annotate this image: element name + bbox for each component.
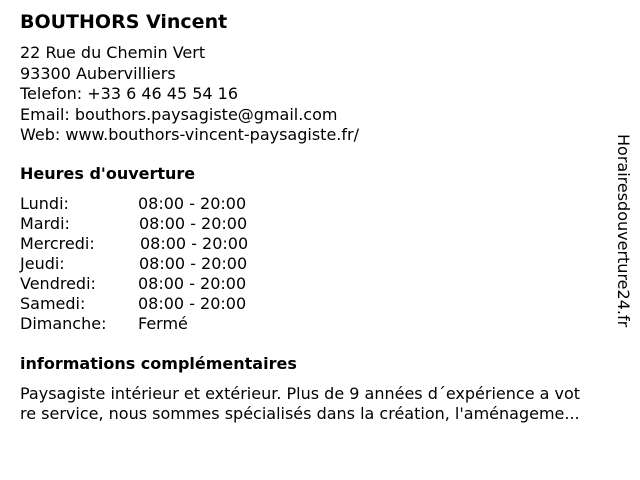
watermark-text: Horairesdouverture24.fr (614, 134, 633, 328)
address-street: 22 Rue du Chemin Vert (20, 43, 206, 62)
hours-row-friday (20, 274, 320, 294)
day-label: Samedi: (20, 294, 86, 313)
opening-hours-heading: Heures d'ouverture (20, 164, 196, 183)
opening-hours-list (20, 194, 320, 334)
day-label: Vendredi: (20, 274, 96, 293)
contact-block (20, 43, 359, 146)
address-city: 93300 Aubervilliers (20, 63, 176, 83)
hours-row-sunday (20, 314, 320, 334)
hours-row-saturday (20, 294, 320, 314)
hours-row-monday (20, 194, 320, 214)
hours-row-wednesday (20, 234, 320, 254)
time-value: 08:00 - 20:00 (140, 234, 249, 253)
time-value: 08:00 - 20:00 (138, 294, 247, 313)
description-line: re service, nous sommes spécialisés dans la création, l'aménageme... (20, 404, 580, 423)
time-value: Fermé (138, 314, 188, 333)
email-address[interactable]: Email: bouthors.paysagiste@gmail.com (20, 104, 338, 124)
hours-row-tuesday (20, 214, 320, 234)
day-label: Mercredi: (20, 234, 95, 253)
day-label: Dimanche: (20, 314, 107, 333)
description-line: Paysagiste intérieur et extérieur. Plus de 9 années d´expérience a vot (20, 384, 581, 403)
additional-info-heading: informations complémentaires (20, 354, 297, 373)
website-link[interactable]: Web: www.bouthors-vincent-paysagiste.fr/ (20, 125, 359, 144)
phone-number[interactable]: Telefon: +33 6 46 45 54 16 (20, 84, 239, 103)
time-value: 08:00 - 20:00 (138, 274, 247, 293)
business-name: BOUTHORS Vincent (20, 11, 228, 33)
site-watermark (612, 134, 634, 374)
day-label: Jeudi: (20, 254, 65, 273)
day-label: Lundi: (20, 194, 69, 213)
day-label: Mardi: (20, 214, 70, 233)
hours-row-thursday (20, 254, 320, 274)
business-description (20, 384, 628, 424)
time-value: 08:00 - 20:00 (139, 254, 248, 273)
time-value: 08:00 - 20:00 (139, 214, 248, 233)
time-value: 08:00 - 20:00 (138, 194, 247, 213)
